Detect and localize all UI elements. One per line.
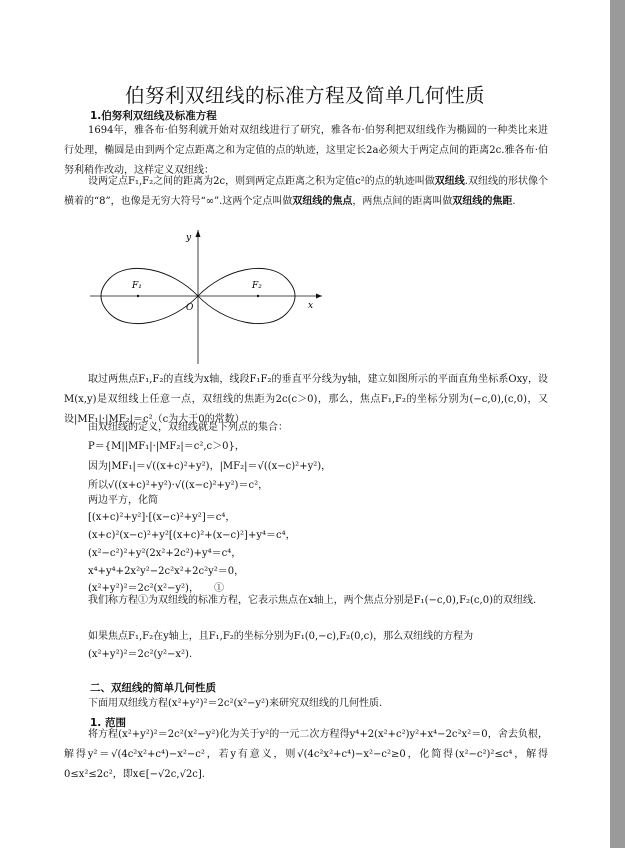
equation-distances: 因为|MF₁|＝√((x+c)²+y²)，|MF₂|＝√((x−c)²+y²)， <box>88 461 332 472</box>
section2-heading: 二、双纽线的简单几何性质 <box>90 682 216 694</box>
equation-product: 所以√((x+c)²+y²)·√((x−c)²+y²)＝c²， <box>88 480 269 491</box>
definition-text-2: .双纽线的形状像个横着的“8”，也像是无穷大符号“∞”.这两个定点叫做 <box>64 176 548 207</box>
y-axis-arrow <box>196 230 201 237</box>
section1-heading: 1.伯努利双纽线及标准方程 <box>90 110 217 122</box>
lemniscate-figure <box>80 228 330 368</box>
focus-f1-label: F₁ <box>132 281 142 291</box>
y-axis-foci-paragraph: 如果焦点F₁,F₂在y轴上，且F₁,F₂的坐标分别为F₁(0,−c),F₂(0,c)，那么双纽线的方程为 <box>88 631 474 642</box>
term-lemniscate: 双纽线 <box>434 176 465 187</box>
x-axis-arrow <box>316 294 322 299</box>
focus-f1-point <box>137 295 139 297</box>
origin-label: O <box>186 303 194 313</box>
term-foci: 双纽线的焦点 <box>292 196 353 207</box>
range-paragraph: 将方程(x²+y²)²＝2c²(x²−y²)化为关于y²的一元二次方程得y⁴+2(x²+c²)y²+x⁴−2c²x²＝0，舍去负根，解得y²＝√(4c²x²+c⁴)−x²−c²，若y有意义，则√(4c²x²+c⁴)−x²−c²≥0，化简得(x²−c²)²≤c⁴，解得0≤x²≤2c²，即x∈[−√2c,√2c]. <box>64 729 548 780</box>
y-axis-label: y <box>186 233 192 243</box>
term-focal-distance: 双纽线的焦距 <box>452 196 513 207</box>
equation-expand-1: [(x+c)²+y²]·[(x−c)²+y²]＝c⁴， <box>88 512 236 523</box>
intro-paragraph: 1694年，雅各布·伯努利就开始对双纽线进行了研究，雅各布·伯努利把双纽线作为椭圆的一种类比来进行处理，椭圆是由到两个定点距离之和为定值的点的轨迹，这里定长2a必须大于两定点间的距离2c.雅各布·伯努利稍作改动，这样定义双纽线： <box>64 125 548 176</box>
equation-expand-3: (x²−c²)²+y²(2x²+2c²)+y⁴＝c⁴， <box>88 548 242 559</box>
equation-expand-2: (x+c)²(x−c)²+y²[(x+c)²+(x−c)²]+y⁴＝c⁴， <box>88 530 296 541</box>
equation-standard-form: (x²+y²)²＝2c²(x²−y²)， ① <box>88 583 224 594</box>
definition-paragraph <box>64 172 548 212</box>
range-subheading: 1. 范围 <box>90 717 126 729</box>
definition-text-4: . <box>512 196 516 207</box>
equation-y-axis-form: (x²+y²)²＝2c²(y²−x²). <box>88 649 193 660</box>
equation-expand-4: x⁴+y⁴+2x²y²−2c²x²+2c²y²＝0， <box>88 566 245 577</box>
standard-equation-paragraph: 我们称方程①为双纽线的标准方程，它表示焦点在x轴上，两个焦点分别是F₁(−c,0),F₂(c,0)的双纽线. <box>88 595 537 606</box>
coordinate-setup-paragraph: 取过两焦点F₁,F₂的直线为x轴，线段F₁F₂的垂直平分线为y轴，建立如图所示的平面直角坐标系Oxy，设M(x,y)是双纽线上任意一点，双纽线的焦距为2c(c＞0)，那么，焦点F₁,F₂的坐标分别为(−c,0),(c,0)，又设|MF₁|·|MF₂|＝c²（c为大于0的常数）. <box>64 374 548 425</box>
definition-text-3: ，两焦点间的距离叫做 <box>352 196 453 207</box>
page-title: 伯努利双纽线的标准方程及简单几何性质 <box>124 84 485 107</box>
properties-intro-line: 下面用双纽线方程(x²+y²)²＝2c²(x²−y²)来研究双纽线的几何性质. <box>88 698 383 709</box>
page-shadow <box>610 0 625 848</box>
equation-set: P＝{M||MF₁|·|MF₂|＝c²,c＞0}， <box>88 441 245 452</box>
square-both-sides-line: 两边平方，化简 <box>88 495 158 506</box>
set-intro-line: 由双纽线的定义，双纽线就是下列点的集合： <box>88 422 288 433</box>
definition-text-1: 设两定点F₁,F₂之间的距离为2c，则到两定点距离之积为定值c²的点的轨迹叫做 <box>88 176 435 187</box>
focus-f2-label: F₂ <box>252 281 262 291</box>
focus-f2-point <box>257 295 259 297</box>
x-axis-label: x <box>308 301 314 311</box>
